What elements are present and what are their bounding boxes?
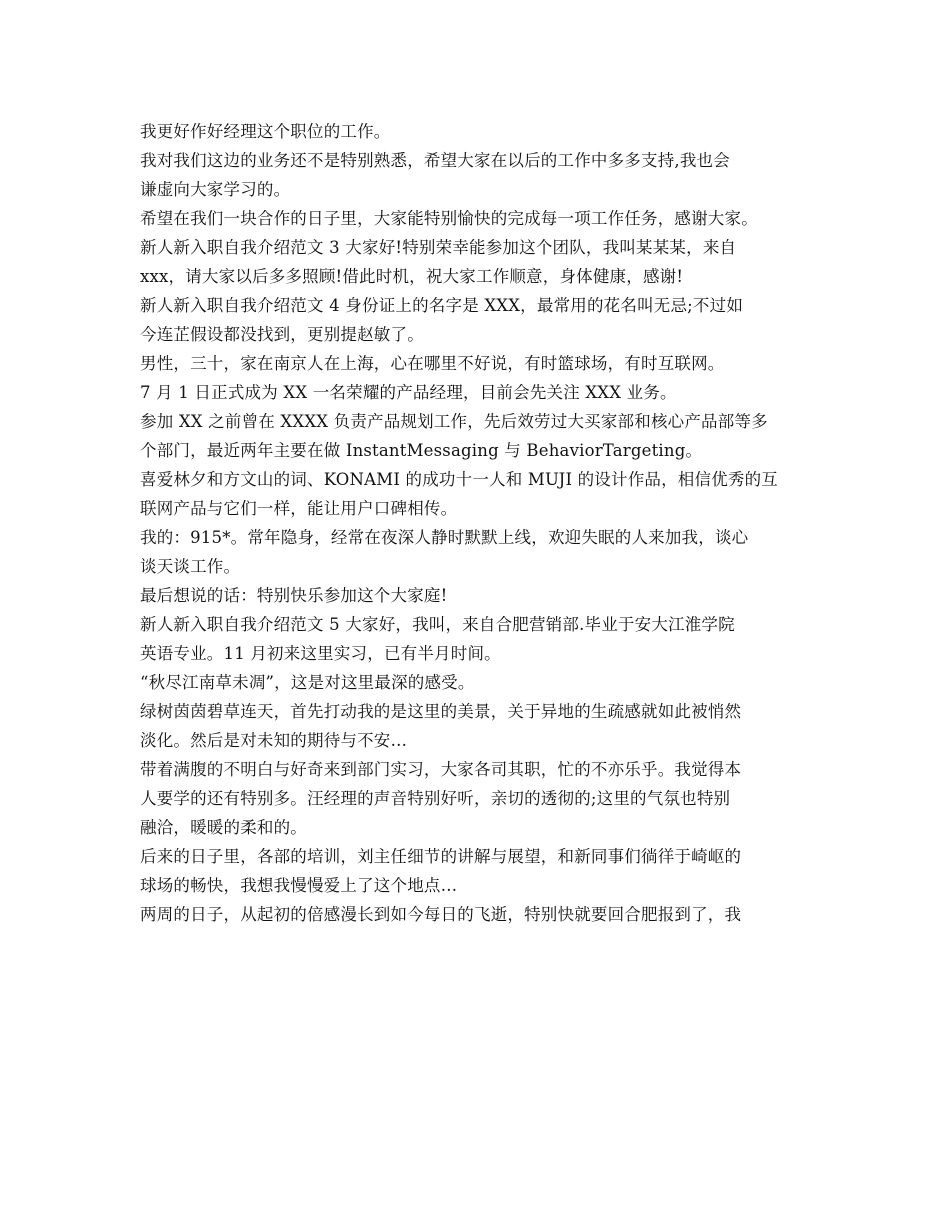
text-line: 7 月 1 日正式成为 XX 一名荣耀的产品经理，目前会先关注 XXX 业务。 [140, 383, 677, 402]
text-line: 谦虚向大家学习的。 [140, 180, 291, 199]
text-line: 个部门，最近两年主要在做 InstantMessaging 与 BehaviorTargeting。 [140, 441, 703, 460]
text-line: 后来的日子里，各部的培训，刘主任细节的讲解与展望，和新同事们徜徉于崎岖的 [140, 847, 742, 866]
text-line: 谈天谈工作。 [140, 557, 241, 576]
text-line: 我的：915*。常年隐身，经常在夜深人静时默默上线，欢迎失眠的人来加我，谈心 [140, 528, 749, 547]
text-line: 淡化。然后是对未知的期待与不安… [140, 731, 408, 750]
text-line: 联网产品与它们一样，能让用户口碑相传。 [140, 499, 458, 518]
document-body [140, 117, 830, 929]
text-line: 喜爱林夕和方文山的词、KONAMI 的成功十一人和 MUJI 的设计作品，相信优秀的互 [140, 470, 779, 489]
text-line: 球场的畅快，我想我慢慢爱上了这个地点… [140, 876, 458, 895]
text-line: 今连芷假设都没找到，更别提赵敏了。 [140, 325, 424, 344]
text-line: 融洽，暖暖的柔和的。 [140, 818, 307, 837]
text-line: 新人新入职自我介绍范文 4 身份证上的名字是 XXX，最常用的花名叫无忌;不过如 [140, 296, 744, 315]
text-line: 参加 XX 之前曾在 XXXX 负责产品规划工作，先后效劳过大买家部和核心产品部等多 [140, 412, 768, 431]
text-line: 我对我们这边的业务还不是特别熟悉，希望大家在以后的工作中多多支持,我也会 [140, 151, 730, 170]
text-line: 最后想说的话：特别快乐参加这个大家庭! [140, 586, 448, 605]
text-line: 男性，三十，家在南京人在上海，心在哪里不好说，有时篮球场，有时互联网。 [140, 354, 725, 373]
text-line: 希望在我们一块合作的日子里，大家能特别愉快的完成每一项工作任务，感谢大家。 [140, 209, 758, 228]
text-line: 人要学的还有特别多。汪经理的声音特别好听，亲切的透彻的;这里的气氛也特别 [140, 789, 731, 808]
text-line: 新人新入职自我介绍范文 3 大家好!特别荣幸能参加这个团队，我叫某某某，来自 [140, 238, 737, 257]
text-line: 新人新入职自我介绍范文 5 大家好，我叫，来自合肥营销部.毕业于安大江淮学院 [140, 615, 735, 634]
text-line: 英语专业。11 月初来这里实习，已有半月时间。 [140, 644, 501, 663]
text-line: 我更好作好经理这个职位的工作。 [140, 122, 391, 141]
text-line: “秋尽江南草未凋”，这是对这里最深的感受。 [140, 673, 475, 692]
text-line: 带着满腹的不明白与好奇来到部门实习，大家各司其职，忙的不亦乐乎。我觉得本 [140, 760, 742, 779]
text-line: 绿树茵茵碧草连天，首先打动我的是这里的美景，关于异地的生疏感就如此被悄然 [140, 702, 742, 721]
text-line: xxx，请大家以后多多照顾!借此时机，祝大家工作顺意，身体健康，感谢! [140, 267, 684, 286]
text-line: 两周的日子，从起初的倍感漫长到如今每日的飞逝，特别快就要回合肥报到了，我 [140, 905, 742, 924]
